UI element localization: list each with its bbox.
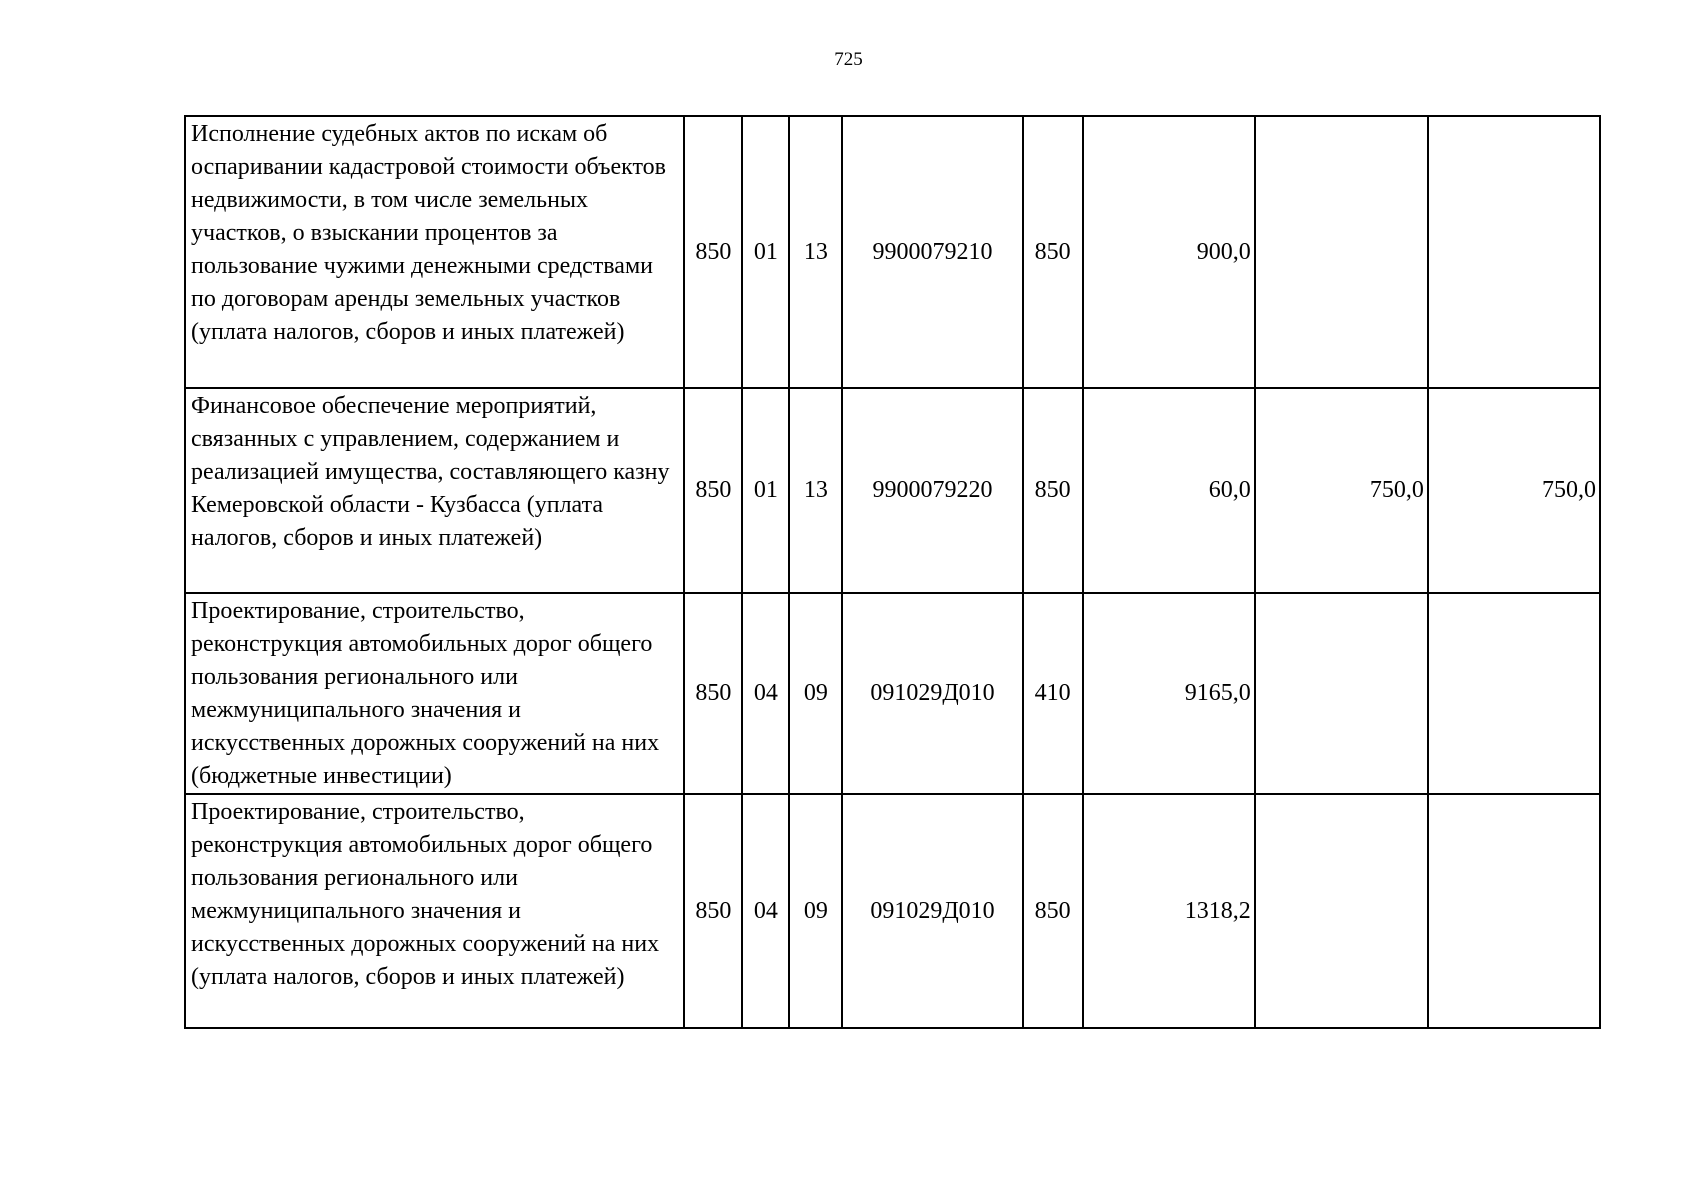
amount-year-2: 750,0 — [1255, 388, 1428, 593]
target-article-code: 091029Д010 — [842, 593, 1022, 794]
subsection-code: 13 — [789, 388, 842, 593]
amount-year-1: 9165,0 — [1083, 593, 1255, 794]
ministry-code: 850 — [684, 388, 742, 593]
subsection-code: 09 — [789, 593, 842, 794]
row-description: Исполнение судебных актов по искам об оспаривании кадастровой стоимости объектов недвижимости, в том числе земельных участков, о взыскании процентов за пользование чужими денежными средствами по договорам аренды земельных участков (уплата налогов, сборов и иных платежей) — [185, 116, 684, 388]
amount-year-2 — [1255, 794, 1428, 1028]
row-description: Финансовое обеспечение мероприятий, связанных с управлением, содержанием и реализацией имущества, составляющего казну Кемеровской области - Кузбасса (уплата налогов, сборов и иных платежей) — [185, 388, 684, 593]
expense-type-code: 850 — [1023, 388, 1083, 593]
amount-year-3 — [1428, 116, 1600, 388]
amount-year-1: 60,0 — [1083, 388, 1255, 593]
subsection-code: 09 — [789, 794, 842, 1028]
budget-table — [184, 115, 1601, 1029]
table-row — [185, 794, 1600, 1028]
ministry-code: 850 — [684, 794, 742, 1028]
amount-year-2 — [1255, 116, 1428, 388]
amount-year-3 — [1428, 593, 1600, 794]
table-row — [185, 593, 1600, 794]
ministry-code: 850 — [684, 116, 742, 388]
amount-year-3 — [1428, 794, 1600, 1028]
expense-type-code: 850 — [1023, 794, 1083, 1028]
section-code: 04 — [742, 593, 789, 794]
table-row — [185, 116, 1600, 388]
target-article-code: 9900079210 — [842, 116, 1022, 388]
amount-year-3: 750,0 — [1428, 388, 1600, 593]
expense-type-code: 850 — [1023, 116, 1083, 388]
expense-type-code: 410 — [1023, 593, 1083, 794]
amount-year-1: 900,0 — [1083, 116, 1255, 388]
row-description: Проектирование, строительство, реконструкция автомобильных дорог общего пользования регионального или межмуниципального значения и искусственных дорожных сооружений на них (бюджетные инвестиции) — [185, 593, 684, 794]
section-code: 04 — [742, 794, 789, 1028]
target-article-code: 9900079220 — [842, 388, 1022, 593]
target-article-code: 091029Д010 — [842, 794, 1022, 1028]
amount-year-1: 1318,2 — [1083, 794, 1255, 1028]
table-row — [185, 388, 1600, 593]
page-number: 725 — [834, 49, 863, 70]
amount-year-2 — [1255, 593, 1428, 794]
ministry-code: 850 — [684, 593, 742, 794]
subsection-code: 13 — [789, 116, 842, 388]
section-code: 01 — [742, 388, 789, 593]
section-code: 01 — [742, 116, 789, 388]
row-description: Проектирование, строительство, реконструкция автомобильных дорог общего пользования регионального или межмуниципального значения и искусственных дорожных сооружений на них (уплата налогов, сборов и иных платежей) — [185, 794, 684, 1028]
